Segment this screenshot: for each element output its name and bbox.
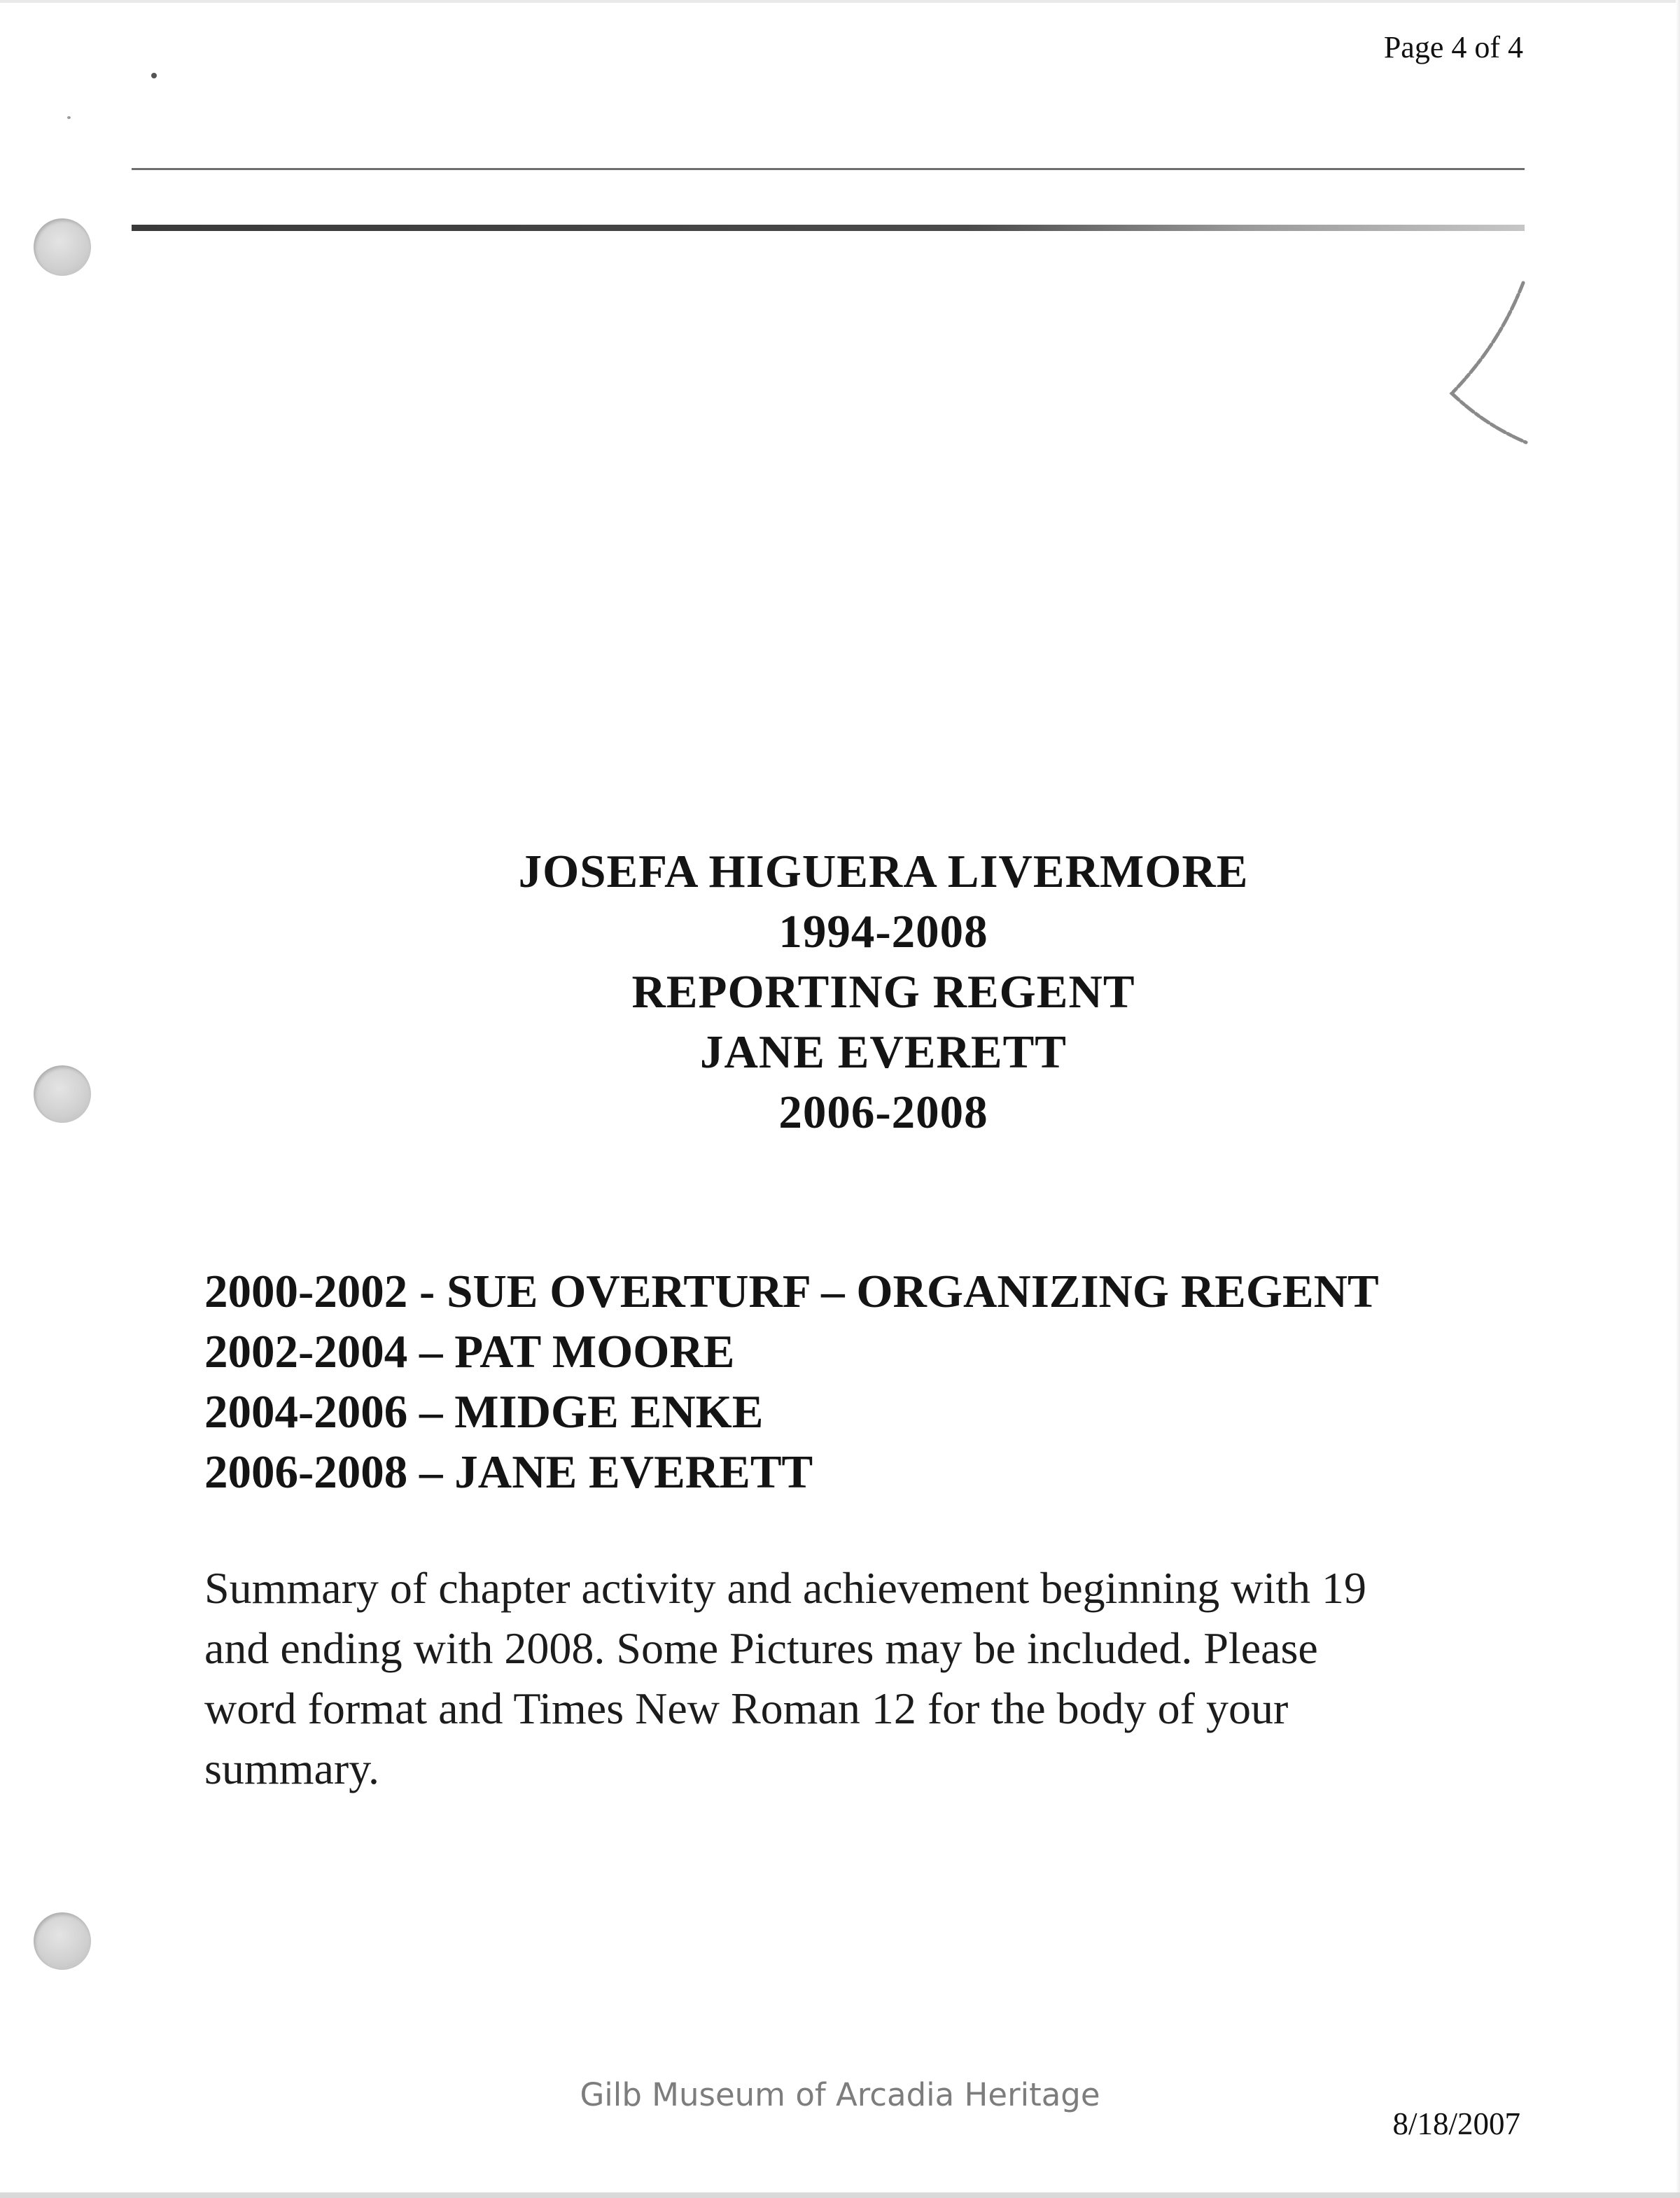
title-block	[0, 841, 1680, 1142]
regent-list	[204, 1261, 1379, 1502]
reporting-regent-years: 2006-2008	[778, 1086, 988, 1138]
summary-paragraph	[204, 1558, 1513, 1799]
scan-speck	[67, 116, 71, 119]
header-rule-thick	[132, 225, 1525, 231]
summary-line: summary.	[204, 1744, 380, 1793]
summary-line: and ending with 2008. Some Pictures may be included. Please	[204, 1623, 1318, 1673]
punch-hole-bottom	[34, 1912, 91, 1970]
summary-line: word format and Times New Roman 12 for the body of your	[204, 1684, 1289, 1733]
regent-entry: 2002-2004 – PAT MOORE	[204, 1326, 735, 1378]
header-rule-thin	[132, 168, 1525, 170]
chapter-name: JOSEFA HIGUERA LIVERMORE	[518, 846, 1249, 897]
regent-entry: 2006-2008 – JANE EVERETT	[204, 1446, 813, 1498]
page-edge-bottom	[0, 2192, 1680, 2198]
page-edge-top	[0, 0, 1680, 3]
reporting-regent-heading: REPORTING REGENT	[631, 966, 1135, 1018]
regent-entry: 2004-2006 – MIDGE ENKE	[204, 1386, 764, 1438]
pen-mark	[1445, 280, 1529, 451]
summary-line: Summary of chapter activity and achievement beginning with 19	[204, 1563, 1366, 1613]
punch-hole-top	[34, 218, 91, 276]
chapter-years: 1994-2008	[778, 906, 988, 958]
museum-watermark: Gilb Museum of Arcadia Heritage	[580, 2076, 1100, 2113]
regent-entry: 2000-2002 - SUE OVERTURF – ORGANIZING REGENT	[204, 1266, 1379, 1317]
scan-speck	[151, 73, 157, 78]
footer-date: 8/18/2007	[1392, 2106, 1520, 2141]
reporting-regent-name: JANE EVERETT	[700, 1026, 1067, 1078]
page-number: Page 4 of 4	[1383, 30, 1523, 64]
